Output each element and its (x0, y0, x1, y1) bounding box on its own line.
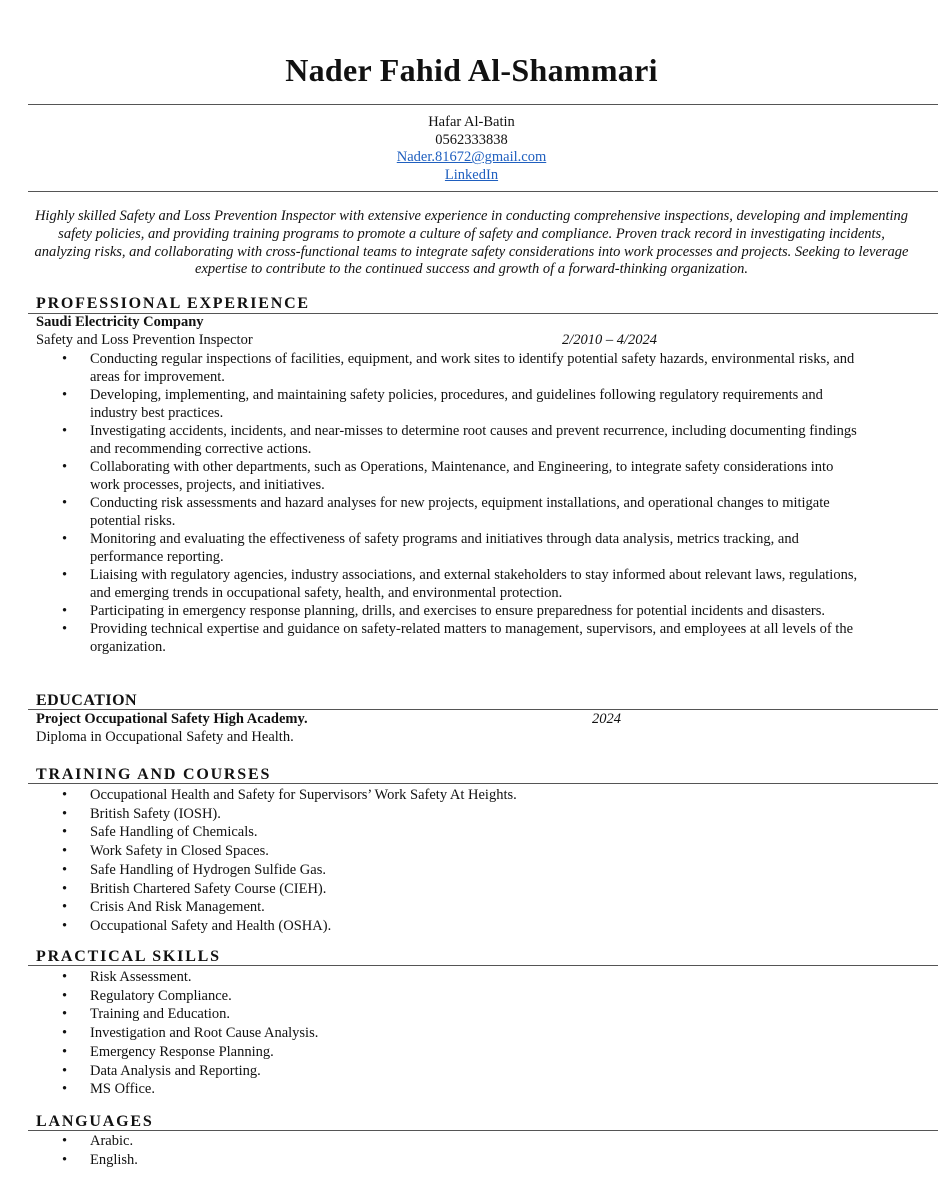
education-divider (28, 709, 938, 710)
bullet-icon: • (62, 387, 68, 403)
bullet-icon: • (62, 351, 68, 367)
bullet-icon: • (62, 621, 68, 637)
skill-item (36, 1005, 318, 1024)
education-section-title: EDUCATION (36, 692, 138, 709)
job-dates: 2/2010 – 4/2024 (562, 332, 658, 348)
bullet-icon: • (62, 805, 68, 822)
skill-item-text: Risk Assessment. (90, 969, 192, 985)
bullet-icon: • (62, 603, 68, 619)
training-item-text: British Chartered Safety Course (CIEH). (90, 880, 327, 897)
language-item (36, 1132, 138, 1151)
training-item-text: Safe Handling of Hydrogen Sulfide Gas. (90, 861, 326, 878)
job-title: Safety and Loss Prevention Inspector (36, 332, 253, 348)
bullet-icon: • (62, 531, 68, 547)
bullet-icon: • (62, 824, 68, 841)
skill-item-text: Investigation and Root Cause Analysis. (90, 1025, 319, 1042)
skill-item (36, 1043, 318, 1062)
training-item (36, 842, 517, 861)
degree-name: Diploma in Occupational Safety and Health. (36, 729, 294, 745)
training-item (36, 786, 517, 805)
training-list (36, 786, 517, 936)
bullet-icon: • (62, 1062, 68, 1079)
bullet-icon: • (62, 1025, 68, 1042)
languages-divider (28, 1130, 938, 1131)
training-divider (28, 783, 938, 784)
skill-item-text: Regulatory Compliance. (90, 987, 232, 1004)
linkedin-link[interactable]: LinkedIn (444, 166, 499, 183)
skill-item-text: Data Analysis and Reporting. (90, 1062, 261, 1079)
skill-item-text: MS Office. (90, 1081, 155, 1098)
experience-bullet (36, 602, 866, 620)
experience-bullet-text: Developing, implementing, and maintaining safety policies, procedures, and guidelines following regulatory requirements and industry best practices. (90, 387, 823, 421)
skill-item (36, 1062, 318, 1081)
experience-bullet-text: Providing technical expertise and guidance on safety-related matters to management, supervisors, and employees at all levels of the organization. (90, 621, 854, 655)
contact-block (0, 114, 943, 184)
experience-bullet (36, 386, 866, 422)
company-name: Saudi Electricity Company (36, 314, 204, 330)
experience-bullet (36, 458, 866, 494)
bullet-icon: • (62, 423, 68, 439)
training-item (36, 861, 517, 880)
bullet-icon: • (62, 899, 68, 916)
bullet-icon: • (62, 495, 68, 511)
training-item (36, 805, 517, 824)
training-item (36, 823, 517, 842)
bullet-icon: • (62, 843, 68, 860)
language-item-text: English. (90, 1151, 138, 1168)
skills-divider (28, 965, 938, 966)
training-item-text: Crisis And Risk Management. (90, 899, 265, 916)
skill-item (36, 968, 318, 987)
experience-bullet (36, 566, 866, 602)
email-link[interactable]: Nader.81672@gmail.com (396, 149, 547, 166)
bullet-icon: • (62, 567, 68, 583)
training-item (36, 880, 517, 899)
skill-item (36, 987, 318, 1006)
header-divider-top (28, 104, 938, 105)
training-section-title: TRAINING AND COURSES (36, 766, 272, 783)
bullet-icon: • (62, 861, 68, 878)
skills-list (36, 968, 318, 1099)
experience-section-title: PROFESSIONAL EXPERIENCE (36, 295, 310, 312)
experience-bullet (36, 422, 866, 458)
experience-bullet-text: Monitoring and evaluating the effectiveness of safety programs and initiatives through data analysis, metrics tracking, and performance reporting. (90, 531, 799, 565)
skills-section-title: PRACTICAL SKILLS (36, 948, 221, 965)
training-item-text: British Safety (IOSH). (90, 805, 221, 822)
candidate-name: Nader Fahid Al-Shammari (285, 52, 658, 88)
experience-bullet (36, 530, 866, 566)
header-divider-bottom (28, 191, 938, 192)
training-item (36, 917, 517, 936)
bullet-icon: • (62, 1043, 68, 1060)
skill-item-text: Training and Education. (90, 1006, 231, 1023)
language-item-text: Arabic. (90, 1133, 134, 1149)
experience-bullet (36, 620, 866, 656)
bullet-icon: • (62, 1006, 68, 1023)
experience-bullet (36, 350, 866, 386)
phone-text: 0562333838 (435, 131, 508, 148)
professional-summary: Highly skilled Safety and Loss Prevention Inspector with extensive experience in conducting comprehensive inspections, developing and implementing safety policies, and providing training programs to promote a culture of safety and compliance. Proven track record in investigating incidents, analyzing risks, and collaborating with cross-functional teams to integrate safety considerations into work processes and projects. Seeking to leverage expertise to contribute to the continued success and growth of a forward-thinking organization. (34, 208, 909, 278)
experience-bullet-text: Participating in emergency response planning, drills, and exercises to ensure preparedness for potential incidents and disasters. (90, 603, 825, 619)
bullet-icon: • (62, 1133, 68, 1149)
school-name: Project Occupational Safety High Academy. (36, 711, 308, 727)
languages-section-title: LANGUAGES (36, 1113, 154, 1130)
location-text: Hafar Al-Batin (428, 114, 515, 130)
training-item (36, 898, 517, 917)
bullet-icon: • (62, 917, 68, 934)
languages-list (36, 1132, 138, 1169)
bullet-icon: • (62, 1151, 68, 1168)
bullet-icon: • (62, 787, 68, 803)
graduation-year: 2024 (592, 711, 621, 727)
language-item (36, 1151, 138, 1170)
training-item-text: Safe Handling of Chemicals. (90, 824, 258, 841)
skill-item-text: Emergency Response Planning. (90, 1043, 274, 1060)
experience-bullet-text: Collaborating with other departments, such as Operations, Maintenance, and Engineering, to integrate safety considerations into work processes, projects, and initiatives. (90, 459, 834, 493)
training-item-text: Occupational Safety and Health (OSHA). (90, 917, 332, 934)
experience-bullet-text: Conducting regular inspections of facilities, equipment, and work sites to identify potential safety hazards, environmental risks, and areas for improvement. (90, 351, 855, 385)
training-item-text: Occupational Health and Safety for Supervisors’ Work Safety At Heights. (90, 787, 517, 803)
experience-bullet (36, 494, 866, 530)
experience-bullet-list (36, 350, 866, 656)
training-item-text: Work Safety in Closed Spaces. (90, 843, 269, 860)
bullet-icon: • (62, 1081, 68, 1098)
bullet-icon: • (62, 880, 68, 897)
skill-item (36, 1080, 318, 1099)
experience-bullet-text: Investigating accidents, incidents, and near-misses to determine root causes and prevent recurrence, including documenting findings and recommending corrective actions. (90, 423, 857, 457)
experience-bullet-text: Conducting risk assessments and hazard analyses for new projects, equipment installations, and operational changes to mitigate potential risks. (90, 495, 830, 529)
skill-item (36, 1024, 318, 1043)
bullet-icon: • (62, 969, 68, 985)
bullet-icon: • (62, 459, 68, 475)
experience-bullet-text: Liaising with regulatory agencies, industry associations, and external stakeholders to stay informed about relevant laws, regulations, and emerging trends in occupational safety, health, and environmental protection. (90, 567, 858, 601)
bullet-icon: • (62, 987, 68, 1004)
